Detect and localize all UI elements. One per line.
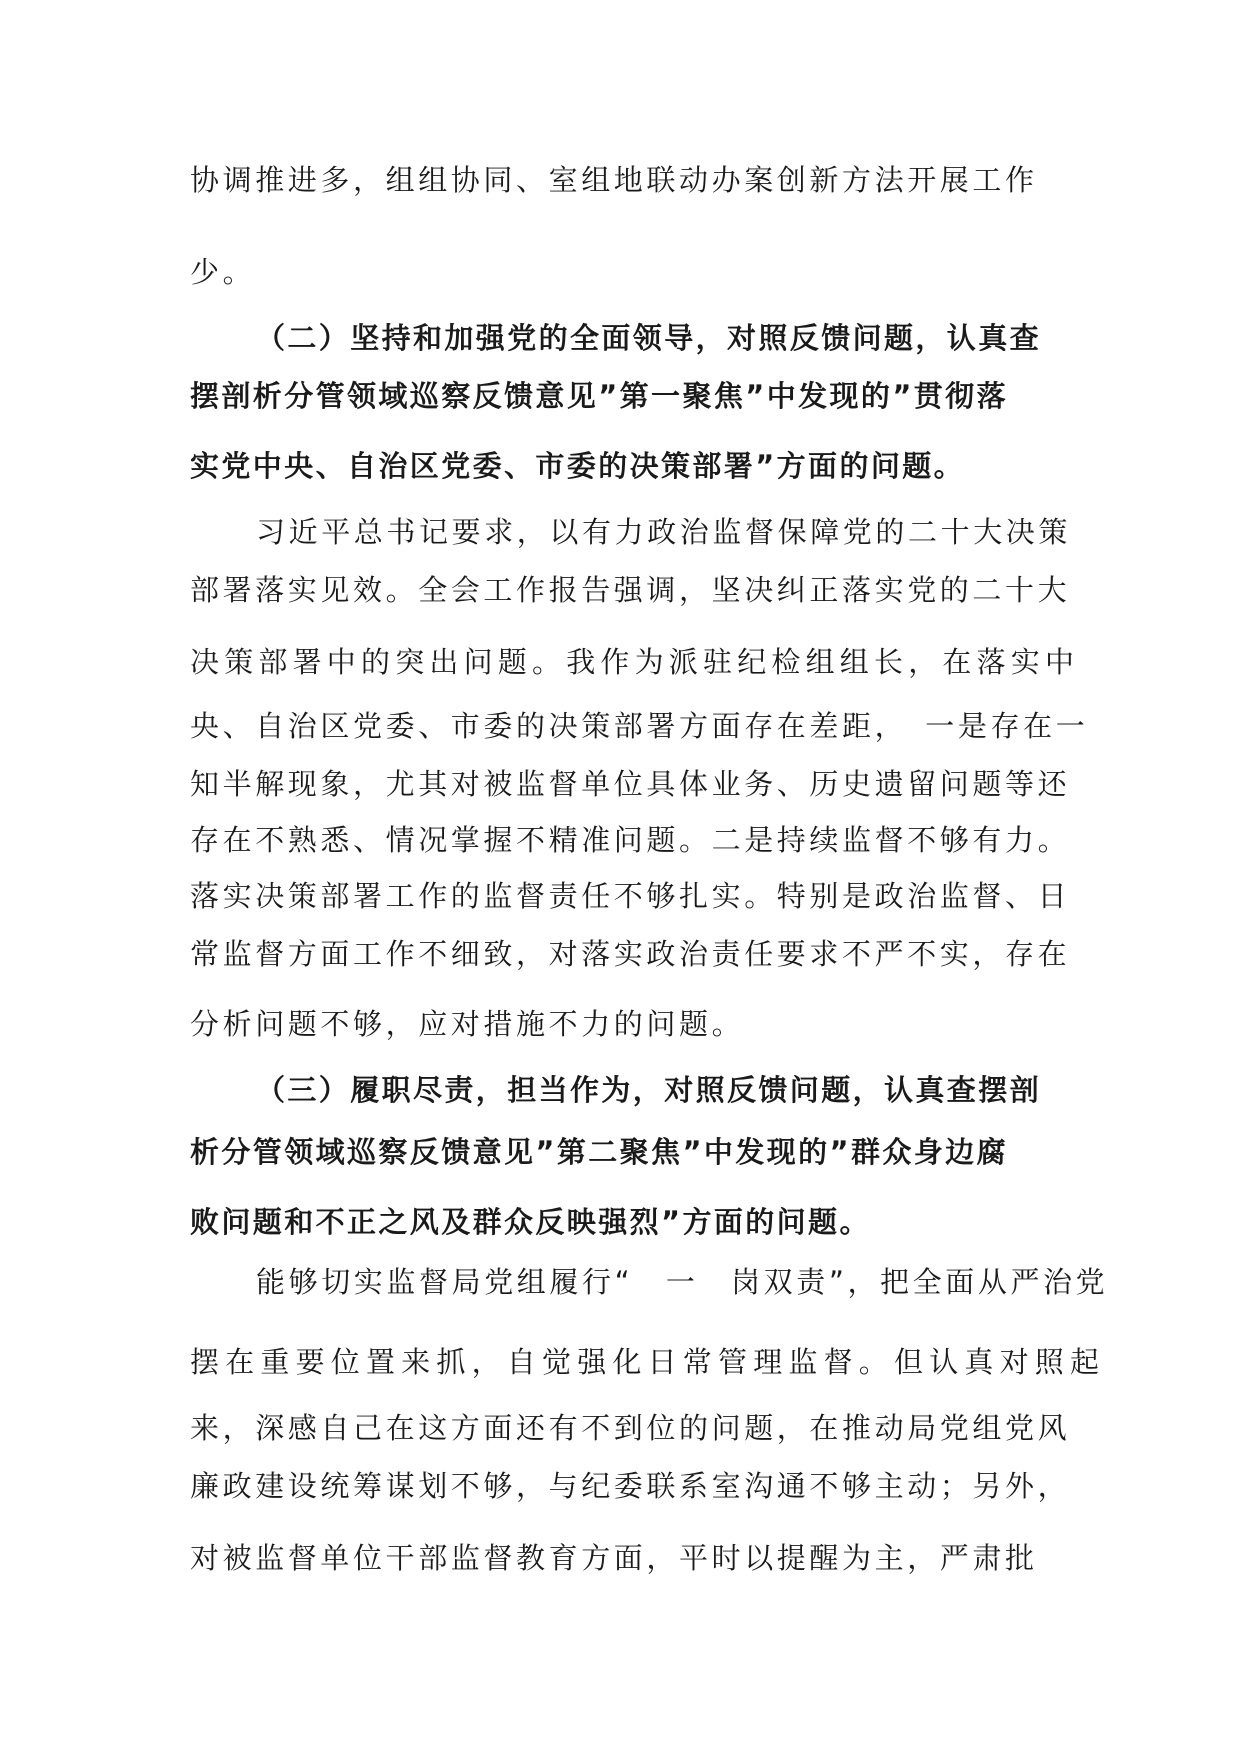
body-line: 摆在重要位置来抓，自觉强化日常管理监督。但认真对照起 (190, 1345, 1106, 1379)
section-heading-line: 实党中央、自治区党委、市委的决策部署”方面的问题。 (190, 449, 966, 483)
body-line: 央、自治区党委、市委的决策部署方面存在差距， 一是存在一 (190, 709, 1089, 743)
body-line: 习近平总书记要求，以有力政治监督保障党的二十大决策 (256, 515, 1072, 549)
body-line: 对被监督单位干部监督教育方面，平时以提醒为主，严肃批 (190, 1541, 1038, 1575)
body-line: 廉政建设统筹谋划不够，与纪委联系室沟通不够主动；另外， (190, 1469, 1071, 1503)
body-line: 能够切实监督局党组履行“ 一 岗双责”，把全面从严治党 (256, 1265, 1109, 1299)
body-line: 常监督方面工作不细致，对落实政治责任要求不严不实，存在 (190, 937, 1071, 971)
body-line: 知半解现象，尤其对被监督单位具体业务、历史遗留问题等还 (190, 767, 1071, 801)
body-line: 来，深感自己在这方面还有不到位的问题，在推动局党组党风 (190, 1411, 1071, 1445)
body-line: 分析问题不够，应对措施不力的问题。 (190, 1007, 745, 1041)
section-heading-line: 败问题和不正之风及群众反映强烈”方面的问题。 (190, 1205, 871, 1239)
section-heading-line: （二）坚持和加强党的全面领导，对照反馈问题，认真查 (256, 321, 1042, 355)
section-heading-line: 摆剖析分管领域巡察反馈意见”第一聚焦”中发现的”贯彻落 (190, 379, 1008, 413)
body-line: 落实决策部署工作的监督责任不够扎实。特别是政治监督、日 (190, 879, 1071, 913)
body-line: 存在不熟悉、情况掌握不精准问题。二是持续监督不够有力。 (190, 823, 1071, 857)
section-heading-line: （三）履职尽责，担当作为，对照反馈问题，认真查摆剖 (256, 1073, 1042, 1107)
body-line: 部署落实见效。全会工作报告强调，坚决纠正落实党的二十大 (190, 573, 1071, 607)
body-line: 决策部署中的突出问题。我作为派驻纪检组组长，在落实中 (190, 645, 1080, 679)
section-heading-line: 析分管领域巡察反馈意见”第二聚焦”中发现的”群众身边腐 (190, 1135, 1008, 1169)
body-line: 少。 (190, 255, 256, 289)
body-line: 协调推进多，组组协同、室组地联动办案创新方法开展工作 (190, 163, 1038, 197)
